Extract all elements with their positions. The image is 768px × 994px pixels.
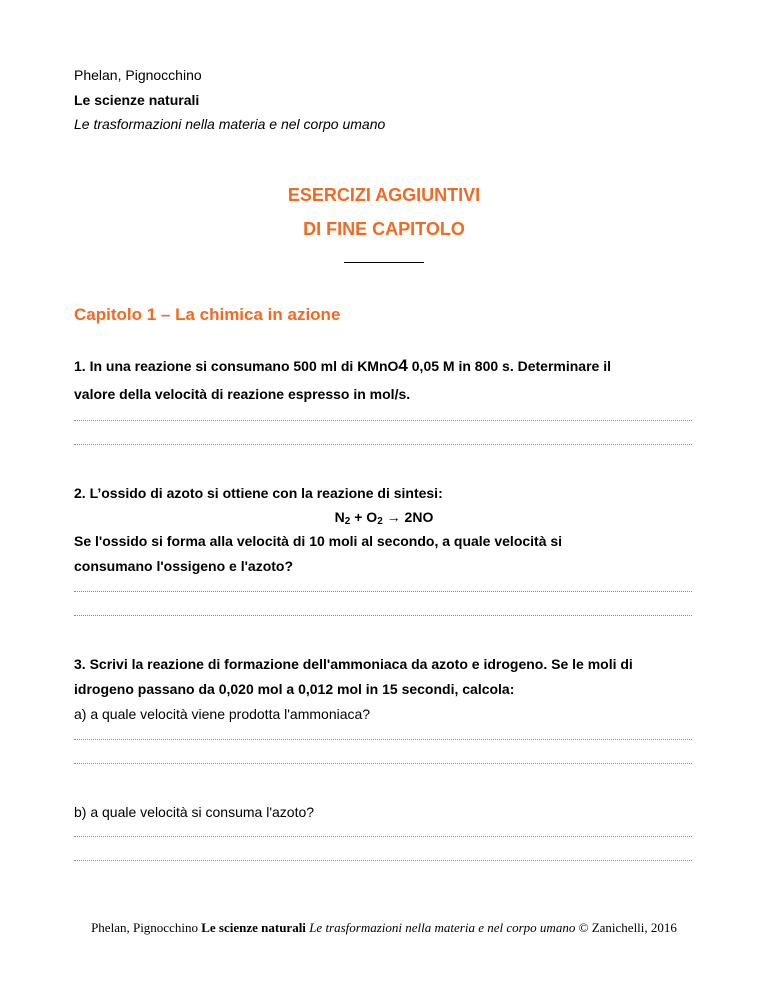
q1-line2: valore della velocità di reazione espresso in mol/s. <box>74 386 411 402</box>
q1-formula-index: 4 <box>398 356 408 375</box>
q1-line1 <box>74 357 611 375</box>
q2-line1: 2. L’ossido di azoto si ottiene con la reazione di sintesi: <box>74 485 443 501</box>
eq-o-sub: 2 <box>377 516 383 527</box>
footer-authors: Phelan, Pignocchino <box>91 920 202 935</box>
page-title-line1: ESERCIZI AGGIUNTIVI <box>287 185 481 205</box>
eq-n: N <box>334 509 345 525</box>
answer-line <box>74 420 692 421</box>
q1-text-a: 1. In una reazione si consumano 500 ml di KMnO <box>74 358 399 374</box>
arrow-icon: → <box>382 509 405 525</box>
q3-line2: idrogeno passano da 0,020 mol a 0,012 mol in 15 secondi, calcola: <box>74 681 515 697</box>
header-subtitle: Le trasformazioni nella materia e nel corpo umano <box>74 116 386 132</box>
q2-equation <box>0 508 768 531</box>
q2-line3: consumano l'ossigeno e l'azoto? <box>74 558 294 574</box>
answer-line <box>74 763 692 764</box>
chapter-heading: Capitolo 1 – La chimica in azione <box>74 305 341 324</box>
answer-line <box>74 739 692 740</box>
q2-line2: Se l'ossido si forma alla velocità di 10 moli al secondo, a quale velocità si <box>74 533 563 549</box>
q3-part-a: a) a quale velocità viene prodotta l'ammoniaca? <box>74 706 371 722</box>
eq-plus-o: + O <box>350 509 378 525</box>
footer-copyright: © Zanichelli, 2016 <box>575 920 677 935</box>
answer-line <box>74 591 692 592</box>
answer-line <box>74 860 692 861</box>
eq-product: 2NO <box>404 509 434 525</box>
q1-text-b: 0,05 M in 800 s. Determinare il <box>407 358 611 374</box>
header-authors: Phelan, Pignocchino <box>74 67 202 83</box>
answer-line <box>74 615 692 616</box>
page-footer <box>0 920 768 936</box>
q3-line1: 3. Scrivi la reazione di formazione dell'ammoniaca da azoto e idrogeno. Se le moli di <box>74 656 633 672</box>
answer-line <box>74 444 692 445</box>
footer-book-title: Le scienze naturali <box>201 920 306 935</box>
q3-part-b: b) a quale velocità si consuma l'azoto? <box>74 804 315 820</box>
page-title-line2: DI FINE CAPITOLO <box>303 219 465 239</box>
title-divider <box>344 262 424 263</box>
answer-line <box>74 836 692 837</box>
header-book-title: Le scienze naturali <box>74 92 200 108</box>
eq-n-sub: 2 <box>344 516 351 527</box>
footer-subtitle: Le trasformazioni nella materia e nel corpo umano <box>305 920 576 935</box>
